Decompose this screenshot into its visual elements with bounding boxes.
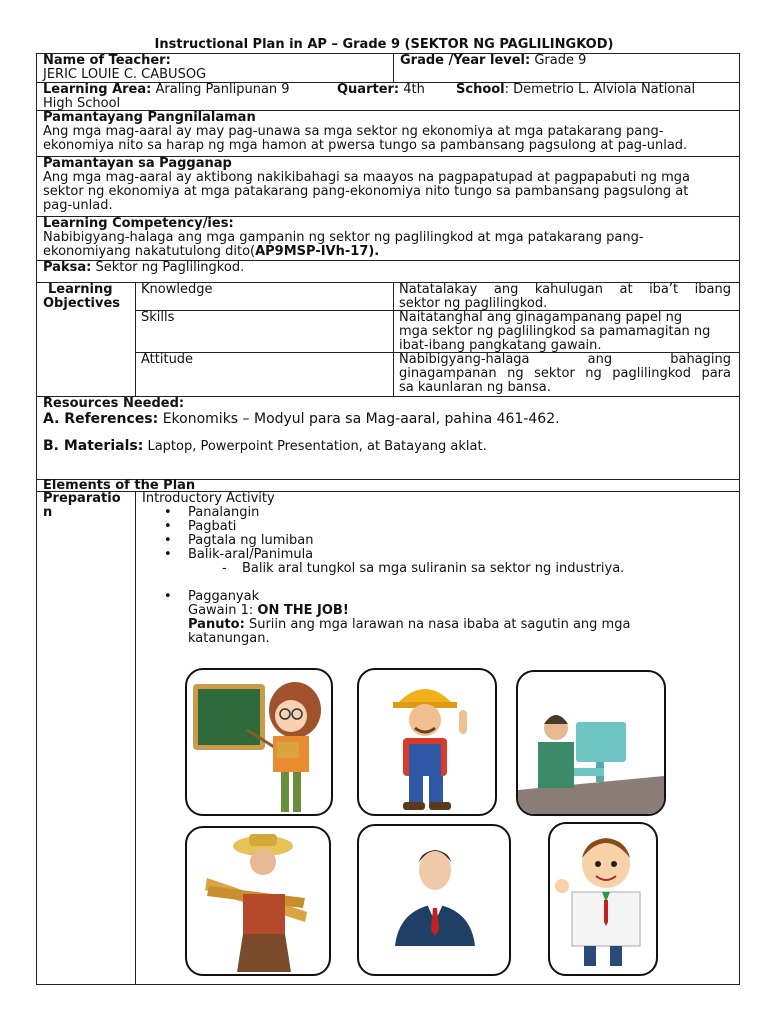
- learning-area-label: Learning Area:: [43, 82, 152, 97]
- topic-value: Sektor ng Paglilingkod.: [95, 260, 245, 275]
- grade-value: Grade 9: [534, 53, 587, 68]
- competency-code: AP9MSP-IVh-17).: [255, 244, 380, 259]
- competency-line1: Nabibigyang-halaga ang mga gampanin ng sektor ng paglilingkod at mga patakarang pang-: [43, 230, 644, 245]
- content-standard-line1: Ang mga mag-aaral ay may pag-unawa sa mga sektor ng ekonomiya at mga patakarang pang-: [43, 124, 664, 139]
- row-performance-standard: [37, 157, 739, 217]
- row-objectives: [37, 283, 739, 397]
- objective-text-line: sa kaunlaran ng bansa.: [399, 380, 551, 395]
- objective-text-line: Naitatanghal ang ginagampanang papel ng: [399, 310, 683, 325]
- references-label: A. References:: [43, 411, 159, 427]
- list-item: • Balik-aral/Panimula: [142, 548, 733, 562]
- objective-text-line: ibat-ibang pangkatang gawain.: [399, 338, 602, 353]
- picture-card: [357, 824, 511, 976]
- instruction-label: Panuto:: [188, 617, 245, 632]
- elements-label: Elements of the Plan: [43, 478, 196, 493]
- objective-skills: [135, 311, 739, 353]
- objectives-label-2: Objectives: [43, 296, 121, 311]
- motivation-item: • Pagganyak: [142, 590, 733, 604]
- school-label: School: [456, 82, 505, 97]
- objective-knowledge: [135, 283, 739, 311]
- performance-standard-line2: sektor ng ekonomiya at mga patakarang pang-ekonomiya nito tungo sa pambansang pagsulong at: [43, 184, 689, 199]
- row-teacher: [37, 54, 739, 83]
- materials-label: B. Materials:: [43, 438, 144, 454]
- picture-card: [185, 668, 333, 816]
- doctor-icon: [550, 824, 656, 974]
- row-competency: [37, 217, 739, 261]
- construction-worker-icon: [359, 670, 495, 814]
- activity-name: ON THE JOB!: [257, 603, 349, 618]
- picture-card: [357, 668, 497, 816]
- row-content-standard: [37, 111, 739, 157]
- row-resources: [37, 397, 739, 480]
- performance-standard-label: Pamantayan sa Pagganap: [43, 156, 232, 171]
- grade-label: Grade /Year level:: [400, 53, 531, 68]
- list-item: • Pagbati: [142, 520, 733, 534]
- materials-value: Laptop, Powerpoint Presentation, at Batayang aklat.: [147, 439, 487, 454]
- resources-label: Resources Needed:: [43, 396, 185, 411]
- competency-label: Learning Competency/ies:: [43, 216, 234, 231]
- objective-domain: Knowledge: [141, 282, 213, 297]
- intro-list: [142, 506, 733, 562]
- picture-card: [185, 826, 331, 976]
- office-worker-icon: [518, 672, 664, 814]
- objective-text-line: ginagampanan ng sektor ng paglilingkod para: [399, 366, 731, 381]
- picture-card: [516, 670, 666, 816]
- school-value: : Demetrio L. Alviola National: [504, 82, 696, 97]
- row-learning-area: [37, 83, 739, 111]
- performance-standard-line3: pag-unlad.: [43, 198, 113, 213]
- objective-text-line: Natatalakay ang kahulugan at iba’t ibang: [399, 282, 731, 297]
- objective-domain: Attitude: [141, 352, 194, 367]
- quarter-value: 4th: [403, 82, 425, 97]
- row-topic: [37, 261, 739, 283]
- objective-text-line: mga sektor ng paglilingkod sa pamamagitan ng: [399, 324, 711, 339]
- teacher-icon: [187, 670, 331, 814]
- topic-label: Paksa:: [43, 260, 92, 275]
- learning-area-value: Araling Panlipunan 9: [155, 82, 290, 97]
- objective-domain: Skills: [141, 310, 175, 325]
- content-standard-line2: ekonomiya nito sa harap ng mga hamon at pwersa tungo sa pambansang pagsulong at pag-unlad.: [43, 138, 688, 153]
- picture-card: [548, 822, 658, 976]
- performance-standard-line1: Ang mga mag-aaral ay aktibong nakikibahagi sa maayos na pagpapatupad at pagpapabuti ng mga: [43, 170, 690, 185]
- activity-prefix: Gawain 1:: [188, 603, 258, 618]
- document-title: Instructional Plan in AP – Grade 9 (SEKTOR NG PAGLILINGKOD): [154, 37, 614, 52]
- instruction-text-cont: katanungan.: [188, 631, 270, 646]
- intro-activity: Introductory Activity: [142, 491, 275, 506]
- list-item: • Panalangin: [142, 506, 733, 520]
- instruction-text: Suriin ang mga larawan na nasa ibaba at sagutin ang mga: [248, 617, 631, 632]
- objective-text-line: sektor ng paglilingkod.: [399, 296, 548, 311]
- farmer-icon: [187, 828, 329, 974]
- objectives-label-1: Learning: [48, 282, 113, 297]
- references-value: Ekonomiks – Modyul para sa Mag-aaral, pahina 461-462.: [162, 411, 560, 427]
- preparation-label-2: n: [43, 505, 53, 520]
- content-standard-label: Pamantayang Pangnilalaman: [43, 110, 256, 125]
- preparation-label-1: Preparatio: [43, 491, 121, 506]
- teacher-label: Name of Teacher:: [43, 53, 171, 68]
- objective-text-line: Nabibigyang-halaga ang bahaging: [399, 352, 731, 367]
- quarter-label: Quarter:: [337, 82, 400, 97]
- sub-item: - Balik aral tungkol sa mga suliranin sa sektor ng industriya.: [142, 562, 733, 576]
- list-item: • Pagtala ng lumiban: [142, 534, 733, 548]
- objective-attitude: [135, 353, 739, 397]
- competency-line2: ekonomiyang nakatutulong dito(: [43, 244, 256, 259]
- school-value-cont: High School: [43, 96, 121, 111]
- teacher-name: JERIC LOUIE C. CABUSOG: [43, 67, 207, 82]
- businessman-icon: [359, 826, 509, 974]
